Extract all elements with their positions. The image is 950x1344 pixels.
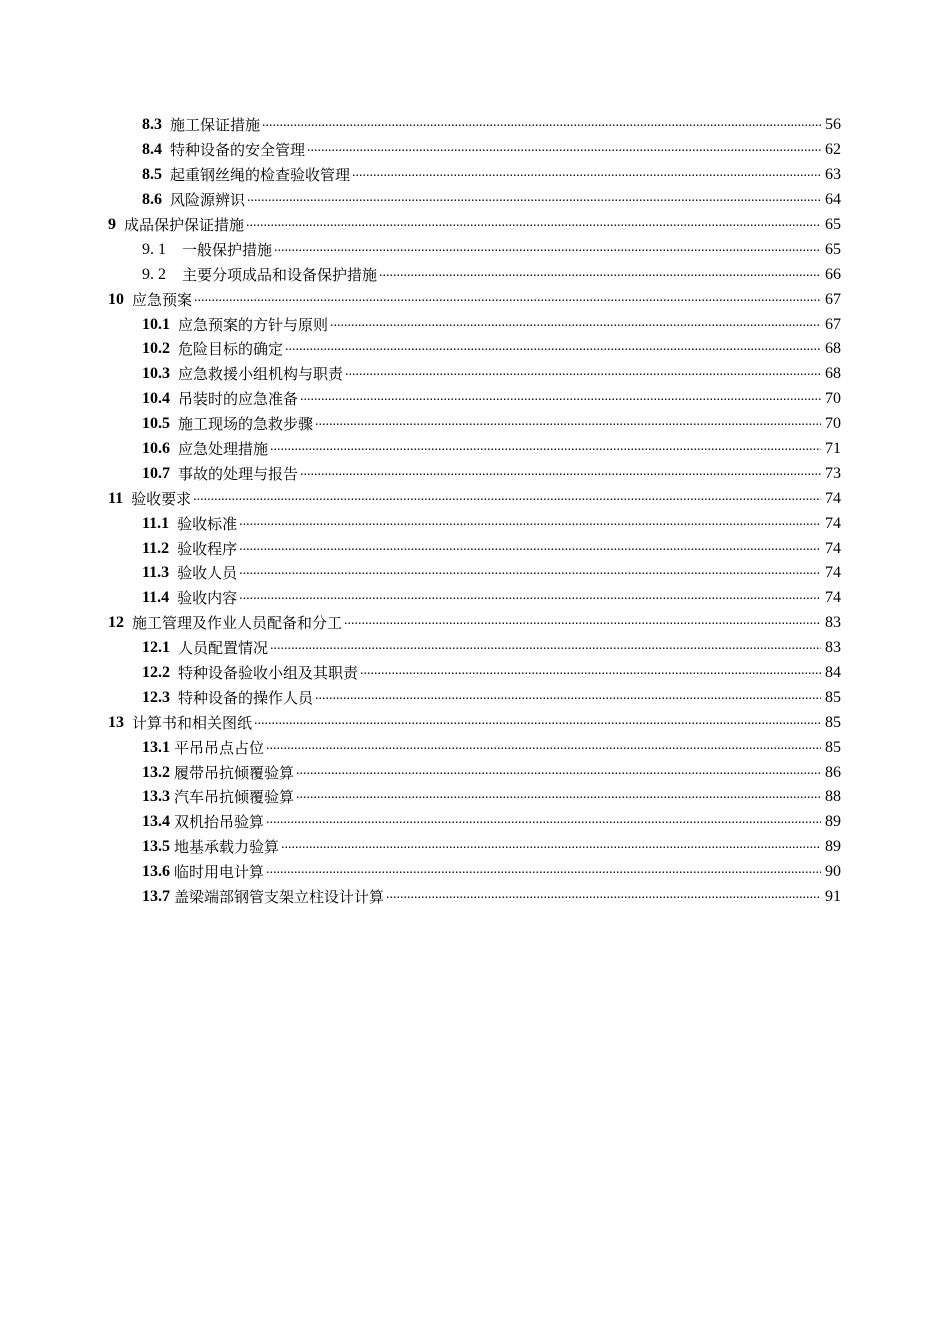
dot-leader xyxy=(262,115,821,135)
toc-entry-number: 12.2 xyxy=(142,664,170,682)
toc-entry-number: 11 xyxy=(108,489,124,507)
toc-entry-number: 10.2 xyxy=(142,340,170,358)
toc-entry-page: 68 xyxy=(825,365,841,383)
dot-leader xyxy=(239,588,821,608)
toc-entry-page: 64 xyxy=(825,191,841,209)
toc-entry[interactable] xyxy=(0,486,950,511)
toc-entry-page: 68 xyxy=(825,340,841,358)
toc-entry-number: 12.3 xyxy=(142,688,170,706)
table-of-contents xyxy=(0,113,950,910)
dot-leader xyxy=(386,887,821,907)
toc-entry-title: 特种设备验收小组及其职责 xyxy=(178,664,359,683)
toc-entry-number: 9. 2 xyxy=(142,265,166,283)
toc-entry-page: 67 xyxy=(825,315,841,333)
toc-entry-page: 89 xyxy=(825,838,841,856)
toc-entry-title: 应急预案 xyxy=(132,290,193,309)
toc-entry-page: 74 xyxy=(825,514,841,532)
toc-entry[interactable] xyxy=(0,262,950,287)
toc-entry[interactable] xyxy=(0,461,950,486)
toc-entry-title: 成品保护保证措施 xyxy=(124,216,245,234)
toc-entry-number: 9. 1 xyxy=(142,240,166,258)
dot-leader xyxy=(379,265,821,285)
toc-entry[interactable] xyxy=(0,561,950,586)
toc-entry[interactable] xyxy=(0,685,950,710)
toc-entry-title: 双机抬吊验算 xyxy=(174,813,265,832)
toc-entry-title: 验收程序 xyxy=(177,539,238,558)
toc-entry-number: 8.4 xyxy=(142,141,162,159)
toc-entry[interactable] xyxy=(0,611,950,636)
toc-entry-title: 施工现场的急救步骤 xyxy=(178,415,314,434)
toc-entry-title: 履带吊抗倾覆验算 xyxy=(174,763,295,782)
toc-entry[interactable] xyxy=(0,885,950,910)
toc-entry-title: 特种设备的安全管理 xyxy=(170,141,306,160)
toc-entry-title: 特种设备的操作人员 xyxy=(178,688,314,707)
toc-entry-number: 8.3 xyxy=(142,116,162,134)
toc-entry-title: 临时用电计算 xyxy=(174,863,265,882)
toc-entry-number: 10.6 xyxy=(142,440,170,458)
toc-entry[interactable] xyxy=(0,710,950,735)
toc-entry-number: 13.3 xyxy=(142,788,170,806)
toc-entry-title: 盖梁端部钢管支架立柱设计计算 xyxy=(174,888,385,907)
toc-entry-page: 70 xyxy=(825,390,841,408)
toc-entry[interactable] xyxy=(0,810,950,835)
toc-entry-title: 施工管理及作业人员配备和分工 xyxy=(132,614,343,633)
toc-entry[interactable] xyxy=(0,661,950,686)
toc-entry-title: 计算书和相关图纸 xyxy=(132,713,253,732)
dot-leader xyxy=(352,165,821,185)
toc-entry-title: 应急预案的方针与原则 xyxy=(178,315,329,334)
toc-entry-title: 危险目标的确定 xyxy=(178,340,284,359)
toc-entry-page: 63 xyxy=(825,166,841,184)
toc-entry-number: 11.4 xyxy=(142,589,170,607)
toc-entry-page: 70 xyxy=(825,415,841,433)
toc-entry[interactable] xyxy=(0,860,950,885)
toc-entry-page: 74 xyxy=(825,589,841,607)
toc-entry-title: 主要分项成品和设备保护措施 xyxy=(182,265,378,284)
dot-leader xyxy=(266,812,821,832)
toc-entry-page: 83 xyxy=(825,614,841,632)
toc-entry-number: 13.5 xyxy=(142,838,170,856)
toc-entry[interactable] xyxy=(0,138,950,163)
toc-entry-number: 9 xyxy=(108,216,116,233)
toc-entry[interactable] xyxy=(0,163,950,188)
dot-leader xyxy=(246,215,821,235)
dot-leader xyxy=(274,240,821,260)
toc-entry-page: 66 xyxy=(825,265,841,283)
toc-entry-title: 验收要求 xyxy=(131,489,192,508)
toc-entry-page: 86 xyxy=(825,763,841,781)
dot-leader xyxy=(193,489,821,509)
toc-entry[interactable] xyxy=(0,412,950,437)
toc-entry-number: 13.2 xyxy=(142,763,170,781)
toc-entry[interactable] xyxy=(0,287,950,312)
toc-entry-page: 85 xyxy=(825,688,841,706)
toc-entry-number: 13.7 xyxy=(142,888,170,906)
toc-entry[interactable] xyxy=(0,437,950,462)
toc-entry-number: 11.3 xyxy=(142,564,170,582)
toc-entry-page: 83 xyxy=(825,639,841,657)
toc-entry-number: 10.7 xyxy=(142,464,170,482)
dot-leader xyxy=(360,663,821,683)
dot-leader xyxy=(254,713,821,733)
toc-entry-page: 74 xyxy=(825,564,841,582)
toc-entry-page: 91 xyxy=(825,888,841,906)
toc-entry-title: 地基承载力验算 xyxy=(174,838,280,857)
toc-entry-page: 67 xyxy=(825,290,841,308)
dot-leader xyxy=(315,414,821,434)
toc-entry-number: 12.1 xyxy=(142,639,170,657)
toc-entry-title: 施工保证措施 xyxy=(170,116,261,135)
toc-entry-number: 11.2 xyxy=(142,539,170,557)
dot-leader xyxy=(307,140,821,160)
toc-entry-number: 13.1 xyxy=(142,738,170,756)
dot-leader xyxy=(270,439,821,459)
toc-entry-title: 吊装时的应急准备 xyxy=(178,390,299,409)
toc-entry-title: 应急处理措施 xyxy=(178,440,269,459)
toc-entry[interactable] xyxy=(0,735,950,760)
toc-entry-page: 65 xyxy=(825,216,841,233)
dot-leader xyxy=(345,364,821,384)
toc-entry-title: 验收人员 xyxy=(177,564,238,583)
toc-entry-number: 10.5 xyxy=(142,415,170,433)
toc-entry-title: 起重钢丝绳的检查验收管理 xyxy=(170,166,351,185)
toc-entry-number: 13.4 xyxy=(142,813,170,831)
dot-leader xyxy=(315,688,821,708)
dot-leader xyxy=(344,613,821,633)
toc-entry[interactable] xyxy=(0,237,950,262)
toc-entry[interactable] xyxy=(0,835,950,860)
toc-entry-number: 8.6 xyxy=(142,191,162,209)
toc-entry-number: 11.1 xyxy=(142,514,170,532)
toc-entry[interactable] xyxy=(0,785,950,810)
dot-leader xyxy=(266,862,821,882)
toc-entry-title: 一般保护措施 xyxy=(182,240,273,259)
toc-entry-page: 84 xyxy=(825,664,841,682)
toc-entry[interactable] xyxy=(0,636,950,661)
toc-entry-number: 10.1 xyxy=(142,315,170,333)
toc-entry-title: 验收标准 xyxy=(177,514,238,533)
toc-entry-page: 90 xyxy=(825,863,841,881)
toc-entry-page: 62 xyxy=(825,141,841,159)
dot-leader xyxy=(296,787,821,807)
dot-leader xyxy=(296,763,821,783)
toc-entry-page: 89 xyxy=(825,813,841,831)
dot-leader xyxy=(239,514,821,534)
toc-entry[interactable] xyxy=(0,337,950,362)
toc-entry-number: 10 xyxy=(108,290,124,308)
toc-entry[interactable] xyxy=(0,760,950,785)
toc-entry[interactable] xyxy=(0,387,950,412)
toc-entry[interactable] xyxy=(0,536,950,561)
toc-entry[interactable] xyxy=(0,511,950,536)
toc-entry-page: 56 xyxy=(825,116,841,134)
toc-entry[interactable] xyxy=(0,213,950,238)
dot-leader xyxy=(300,389,821,409)
toc-entry[interactable] xyxy=(0,586,950,611)
toc-entry-number: 10.3 xyxy=(142,365,170,383)
toc-entry-title: 应急救援小组机构与职责 xyxy=(178,365,344,384)
dot-leader xyxy=(239,539,821,559)
toc-entry-page: 85 xyxy=(825,738,841,756)
dot-leader xyxy=(266,738,821,758)
toc-entry-number: 8.5 xyxy=(142,166,162,184)
dot-leader xyxy=(239,563,821,583)
toc-entry[interactable] xyxy=(0,188,950,213)
toc-entry-page: 74 xyxy=(825,489,841,507)
toc-entry-page: 85 xyxy=(825,713,841,731)
toc-entry-title: 人员配置情况 xyxy=(178,639,269,658)
toc-entry[interactable] xyxy=(0,362,950,387)
toc-entry-title: 事故的处理与报告 xyxy=(178,464,299,483)
dot-leader xyxy=(330,315,821,335)
toc-entry-page: 71 xyxy=(825,440,841,458)
toc-entry-title: 汽车吊抗倾覆验算 xyxy=(174,788,295,807)
toc-entry-title: 平吊吊点占位 xyxy=(174,738,265,757)
toc-entry-number: 12 xyxy=(108,614,124,632)
toc-entry-title: 风险源辨识 xyxy=(170,191,246,210)
toc-entry-page: 73 xyxy=(825,464,841,482)
toc-entry-title: 验收内容 xyxy=(177,589,238,608)
toc-entry-number: 13 xyxy=(108,713,124,731)
toc-entry[interactable] xyxy=(0,312,950,337)
toc-entry[interactable] xyxy=(0,113,950,138)
toc-entry-number: 13.6 xyxy=(142,863,170,881)
dot-leader xyxy=(285,339,821,359)
toc-entry-page: 65 xyxy=(825,240,841,258)
dot-leader xyxy=(270,638,821,658)
toc-entry-page: 88 xyxy=(825,788,841,806)
dot-leader xyxy=(300,464,821,484)
toc-entry-number: 10.4 xyxy=(142,390,170,408)
dot-leader xyxy=(281,837,821,857)
dot-leader xyxy=(194,290,821,310)
toc-entry-page: 74 xyxy=(825,539,841,557)
dot-leader xyxy=(247,190,821,210)
